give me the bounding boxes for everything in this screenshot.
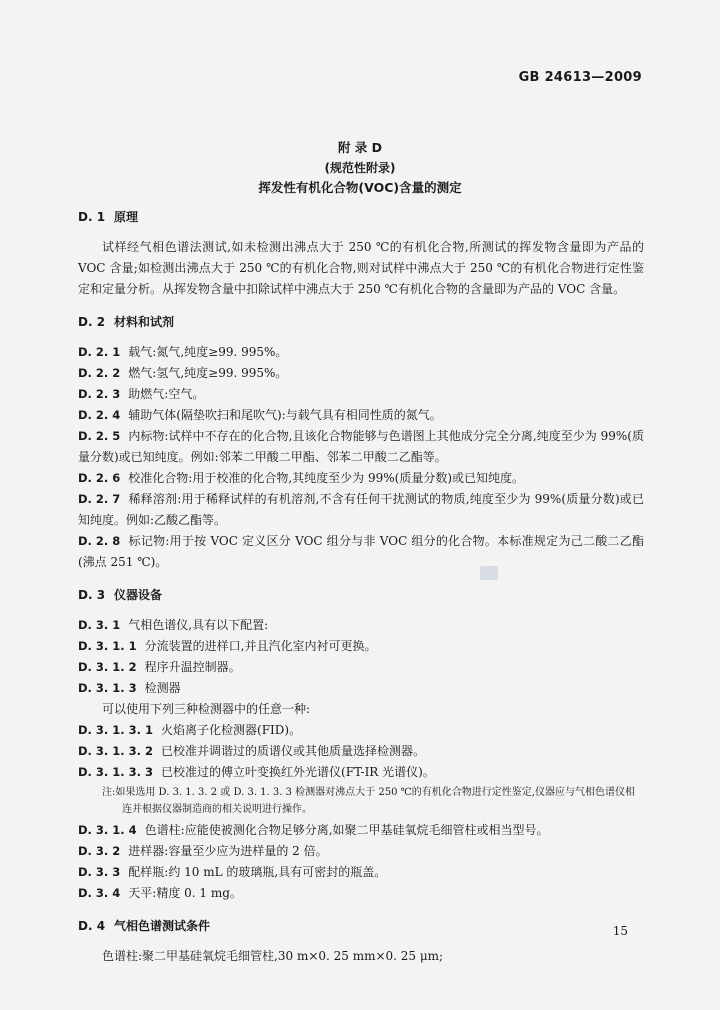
item-number: D. 3. 1. 3 [78, 681, 137, 695]
watermark-mark [480, 566, 498, 580]
section-number: D. 3 [78, 588, 106, 602]
list-item [78, 405, 644, 426]
list-item [78, 657, 644, 678]
list-item [78, 531, 644, 573]
section-heading-d3 [78, 585, 644, 605]
section-title: 原理 [114, 210, 139, 224]
section-heading-d2 [78, 312, 644, 332]
annex-title: 附 录 D [337, 140, 383, 155]
annex-subtitle: (规范性附录) [324, 161, 396, 175]
item-number: D. 2. 6 [78, 471, 121, 485]
item-text: 色谱柱:应能使被测化合物足够分离,如聚二甲基硅氧烷毛细管柱或相当型号。 [144, 823, 549, 837]
list-item [78, 342, 644, 363]
section-paragraph: 试样经气相色谱法测试,如未检测出沸点大于 250 ℃的有机化合物,所测试的挥发物含量即为产品的 VOC 含量;如检测出沸点大于 250 ℃的有机化合物,则对试样中沸点大于 250 ℃的有机化合物进行定性鉴定和定量分析。从挥发物含量中扣除试样中沸点大于 250 ℃有机化合物的含量即为产品的 VOC 含量。 [78, 240, 644, 296]
item-number: D. 3. 1. 3. 2 [78, 744, 154, 758]
item-text: 配样瓶:约 10 mL 的玻璃瓶,具有可密封的瓶盖。 [128, 865, 387, 879]
list-item [78, 678, 644, 699]
item-text: 天平:精度 0. 1 mg。 [128, 886, 242, 900]
annex-title-block [0, 138, 720, 198]
item-number: D. 3. 3 [78, 865, 121, 879]
list-item [78, 615, 644, 636]
note: 注:如果选用 D. 3. 1. 3. 2 或 D. 3. 1. 3. 3 检测器对沸点大于 250 ℃的有机化合物进行定性鉴定,仪器应与气相色谱仪相连并根据仪器制造商的相关说明进行操作。 [102, 787, 635, 815]
section-heading-d4 [78, 916, 644, 936]
item-number: D. 3. 1. 3. 1 [78, 723, 154, 737]
item-text: 进样器:容量至少应为进样量的 2 倍。 [128, 844, 328, 858]
list-item [78, 862, 644, 883]
item-number: D. 3. 1 [78, 618, 121, 632]
item-text: 已校准并调谐过的质谱仪或其他质量选择检测器。 [161, 744, 426, 758]
item-number: D. 2. 8 [78, 534, 121, 548]
section-title: 气相色谱测试条件 [114, 919, 211, 933]
list-item [78, 741, 644, 762]
page-number: 15 [612, 924, 628, 938]
list-item [78, 468, 644, 489]
item-text: 辅助气体(隔垫吹扫和尾吹气):与载气具有相同性质的氮气。 [128, 408, 442, 422]
item-number: D. 3. 1. 3. 3 [78, 765, 154, 779]
item-number: D. 3. 2 [78, 844, 121, 858]
item-text: 助燃气:空气。 [128, 387, 205, 401]
list-item [78, 762, 644, 783]
section-number: D. 1 [78, 210, 106, 224]
item-number: D. 2. 7 [78, 492, 121, 506]
item-text: 火焰离子化检测器(FID)。 [161, 723, 302, 737]
item-text: 燃气:氢气,纯度≥99. 995%。 [128, 366, 288, 380]
item-text: 已校准过的傅立叶变换红外光谱仪(FT-IR 光谱仪)。 [161, 765, 435, 779]
item-text: 内标物:试样中不存在的化合物,且该化合物能够与色谱图上其他成分完全分离,纯度至少为 99%(质量分数)或已知纯度。例如:邻苯二甲酸二甲酯、邻苯二甲酸二乙酯等。 [78, 429, 644, 464]
list-item [78, 883, 644, 904]
list-item [78, 426, 644, 468]
item-text: 分流装置的进样口,并且汽化室内衬可更换。 [144, 639, 377, 653]
list-item [78, 363, 644, 384]
document-body [78, 207, 644, 967]
list-item [78, 720, 644, 741]
section-heading-d1 [78, 207, 644, 227]
list-item [78, 489, 644, 531]
item-text: 校准化合物:用于校准的化合物,其纯度至少为 99%(质量分数)或已知纯度。 [128, 471, 525, 485]
list-item [78, 820, 644, 841]
list-item [78, 841, 644, 862]
item-text: 检测器 [144, 681, 181, 695]
item-number: D. 2. 2 [78, 366, 121, 380]
item-number: D. 3. 4 [78, 886, 121, 900]
annex-name: 挥发性有机化合物(VOC)含量的测定 [258, 180, 462, 195]
section-number: D. 4 [78, 919, 106, 933]
item-text: 气相色谱仪,具有以下配置: [128, 618, 269, 632]
section-title: 仪器设备 [114, 588, 163, 602]
section-title: 材料和试剂 [114, 315, 175, 329]
item-number: D. 3. 1. 1 [78, 639, 137, 653]
item-number: D. 3. 1. 4 [78, 823, 137, 837]
item-number: D. 2. 4 [78, 408, 121, 422]
item-number: D. 2. 5 [78, 429, 121, 443]
section-paragraph: 色谱柱:聚二甲基硅氧烷毛细管柱,30 m×0. 25 mm×0. 25 μm; [102, 949, 444, 963]
item-text: 标记物:用于按 VOC 定义区分 VOC 组分与非 VOC 组分的化合物。本标准规定为己二酸二乙酯(沸点 251 ℃)。 [78, 534, 644, 569]
item-number: D. 2. 1 [78, 345, 121, 359]
section-number: D. 2 [78, 315, 106, 329]
detector-intro: 可以使用下列三种检测器中的任意一种: [102, 702, 311, 716]
item-number: D. 3. 1. 2 [78, 660, 137, 674]
list-item [78, 384, 644, 405]
item-text: 稀释溶剂:用于稀释试样的有机溶剂,不含有任何干扰测试的物质,纯度至少为 99%(质量分数)或已知纯度。例如:乙酸乙酯等。 [78, 492, 644, 527]
standard-code: GB 24613—2009 [518, 70, 642, 85]
list-item [78, 636, 644, 657]
item-number: D. 2. 3 [78, 387, 121, 401]
item-text: 载气:氮气,纯度≥99. 995%。 [128, 345, 288, 359]
item-text: 程序升温控制器。 [144, 660, 241, 674]
